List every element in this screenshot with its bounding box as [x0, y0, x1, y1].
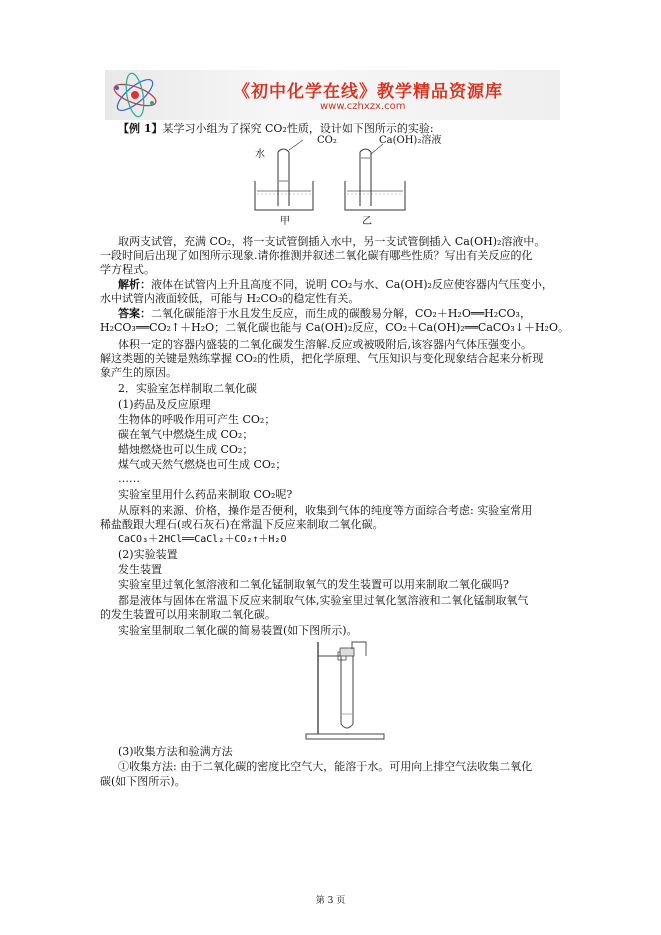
source-item: 煤气或天然气燃烧也可生成 CO₂；: [118, 458, 287, 471]
banner-title: 《初中化学在线》教学精品资源库: [233, 82, 503, 102]
label-jia: 甲: [280, 216, 290, 227]
experiment-figure-drawing: [245, 136, 445, 232]
body-line: 一段时间后出现了如图所示现象.请你推测并叙述二氧化碳有哪些性质？写出有关反应的化: [100, 249, 533, 262]
subsection-heading: (2)实验装置: [118, 548, 178, 561]
note-line: 解这类题的关键是熟练掌握 CO₂的性质，把化学原理、气压知识与变化现象结合起来分析现: [100, 352, 544, 365]
header-banner: [105, 70, 560, 120]
body-line: 学方程式。: [100, 263, 155, 276]
experiment-figure: [245, 136, 445, 232]
subsection-heading: (3)收集方法和验满方法: [118, 745, 233, 758]
device-answer: 都是液体与固体在常温下反应来制取气体,实验室里过氧化氢溶液和二氧化锰制取氧气: [118, 594, 529, 607]
example-tag: 【例 1】: [118, 122, 163, 135]
collect-line: ①收集方法: 由于二氧化碳的密度比空气大，能溶于水。可用向上排空气法收集二氧化: [118, 760, 533, 773]
iron-stand-test-tube-drawing: [300, 636, 390, 744]
analysis-line: 水中试管内液面较低，可能与 H₂CO₃的稳定性有关。: [100, 292, 360, 305]
ellipsis: ……: [118, 472, 140, 485]
reason-line: 稀盐酸跟大理石(或石灰石)在常温下反应来制取二氧化碳。: [100, 518, 384, 531]
source-item: 生物体的呼吸作用可产生 CO₂；: [118, 413, 276, 426]
analysis-text: 液体在试管内上升且高度不同，说明 CO₂与水、Ca(OH)₂反应使容器内气压变小，: [151, 278, 553, 291]
answer-line: [118, 307, 531, 321]
source-item: 碳在氧气中燃烧生成 CO₂；: [118, 428, 254, 441]
answer-label: 答案：: [118, 307, 151, 320]
device-question: 实验室里过氧化氢溶液和二氧化锰制取氧气的发生装置可以用来制取二氧化碳吗?: [118, 578, 509, 591]
answer-text: 二氧化碳能溶于水且发生反应，而生成的碳酸易分解，CO₂＋H₂O══H₂CO₃，: [151, 307, 531, 320]
label-yi: 乙: [362, 216, 372, 227]
body-line: 取两支试管，充满 CO₂，将一支试管倒插入水中，另一支试管倒插入 Ca(OH)₂溶液中。: [118, 235, 546, 248]
note-line: 体积一定的容器内盛装的二氧化碳发生溶解.反应或被吸附后,该容器内气体压强变小。: [118, 338, 532, 351]
subsection-heading: 发生装置: [118, 563, 162, 576]
apparatus-figure: [300, 636, 390, 744]
simple-device-text: 实验室里制取二氧化碳的简易装置(如下图所示)。: [118, 624, 358, 637]
reason-line: 从原料的来源、价格，操作是否便利，收集到气体的纯度等方面综合考虑: 实验室常用: [118, 504, 533, 517]
label-caoh2-solution: Ca(OH)₂溶液: [379, 135, 442, 146]
analysis-label: 解析：: [118, 278, 151, 291]
source-item: 蜡烛燃烧也可以生成 CO₂；: [118, 443, 254, 456]
drug-question: 实验室里用什么药品来制取 CO₂呢?: [118, 488, 293, 501]
label-co2: CO₂: [317, 135, 337, 146]
page-number: 第 3 页: [315, 896, 346, 906]
device-answer: 的发生装置可以用来制取二氧化碳。: [100, 608, 276, 621]
analysis-line: [118, 278, 553, 292]
reaction-equation: CaCO₃＋2HCl══CaCl₂＋CO₂↑＋H₂O: [118, 534, 287, 545]
note-line: 象产生的原因。: [100, 366, 177, 379]
section-heading: 2．实验室怎样制取二氧化碳: [118, 382, 257, 395]
subsection-heading: (1)药品及反应原理: [118, 398, 211, 411]
example-question-text: 某学习小组为了探究 CO₂性质，设计如下图所示的实验:: [162, 122, 434, 135]
atom-logo-icon: [105, 70, 165, 120]
collect-line: 碳(如下图所示)。: [100, 775, 186, 788]
banner-url: www.czhxzx.com: [320, 101, 406, 112]
label-water: 水: [255, 149, 265, 160]
answer-line: H₂CO₃══CO₂↑＋H₂O；二氧化碳也能与 Ca(OH)₂反应，CO₂＋Ca(OH)₂══CaCO₃↓＋H₂O。: [100, 321, 569, 334]
